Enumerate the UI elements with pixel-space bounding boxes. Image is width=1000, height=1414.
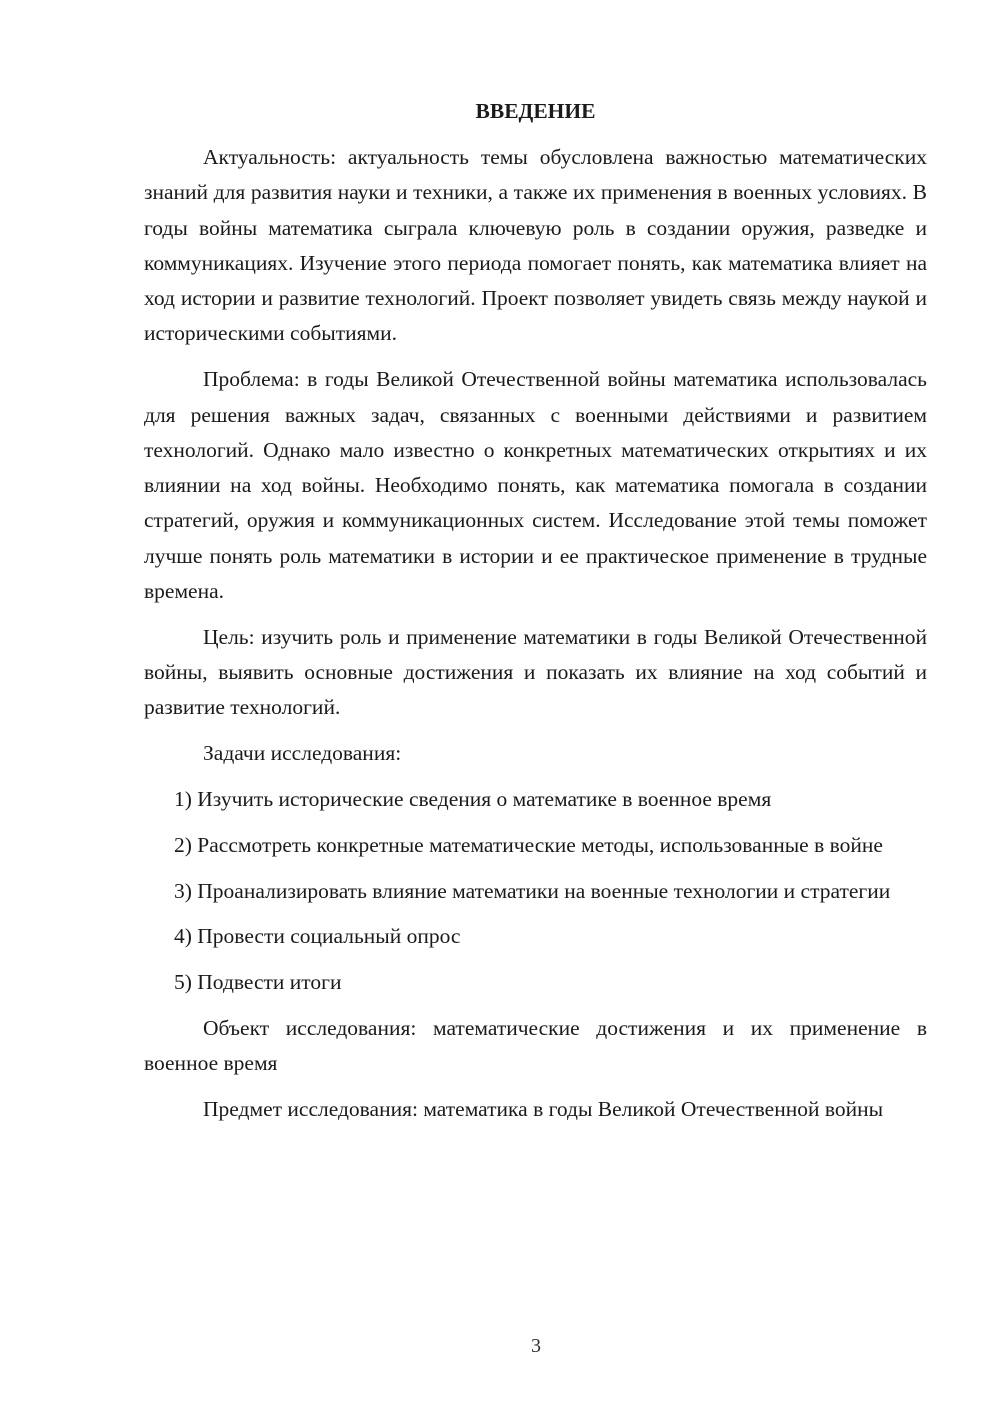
task-item: 2) Рассмотреть конкретные математические методы, использованные в войне [174,832,883,857]
tasks-heading: Задачи исследования: [203,741,402,766]
task-item: 1) Изучить исторические сведения о математике в военное время [174,787,772,812]
goal-paragraph: Цель: изучить роль и применение математики в годы Великой Отечественной войны, выявить основные достижения и показать их влияние на ход событий и развитие технологий. [144,624,927,720]
problem-paragraph: Проблема: в годы Великой Отечественной войны математика использовалась для решения важных задач, связанных с военными действиями и развитием технологий. Однако мало известно о конкретных математических открытиях и их влиянии на ход войны. Необходимо понять, как математика помогала в создании стратегий, оружия и коммуникационных систем. Исследование этой темы поможет лучше понять роль математики в истории и ее практическое применение в трудные времена. [144,367,927,604]
subject-paragraph: Предмет исследования: математика в годы Великой Отечественной войны [203,1097,884,1122]
task-item: 3) Проанализировать влияние математики на военные технологии и стратегии [174,878,891,903]
page-content [144,94,927,1138]
task-item: 4) Провести социальный опрос [174,924,461,949]
object-paragraph: Объект исследования: математические достижения и их применение в военное время [144,1016,927,1076]
relevance-paragraph: Актуальность: актуальность темы обусловлена важностью математических знаний для развития науки и техники, а также их применения в военных условиях. В годы войны математика сыграла ключевую роль в создании оружия, разведке и коммуникациях. Изучение этого периода помогает понять, как математика влияет на ход истории и развитие технологий. Проект позволяет увидеть связь между наукой и историческими событиями. [144,145,927,346]
section-title: ВВЕДЕНИЕ [475,99,596,123]
page-number: 3 [531,1335,541,1357]
task-item: 5) Подвести итоги [174,970,342,995]
